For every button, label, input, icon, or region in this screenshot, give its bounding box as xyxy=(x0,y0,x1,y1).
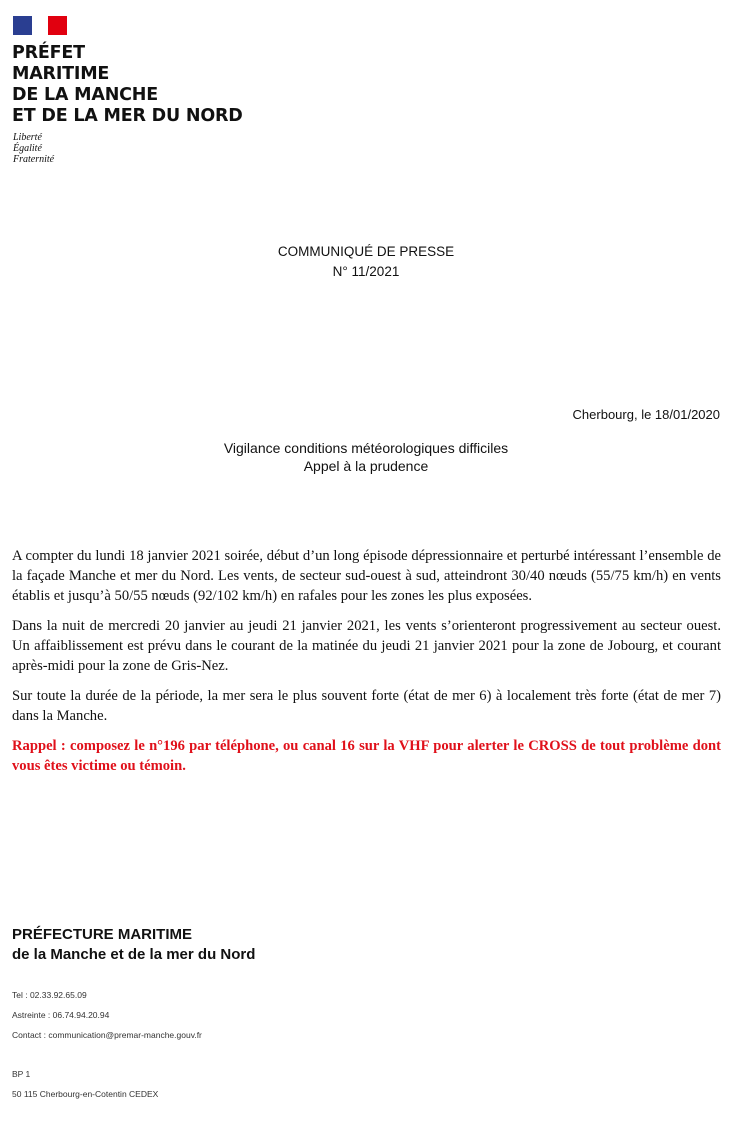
motto-line: Fraternité xyxy=(13,154,55,165)
press-body xyxy=(12,546,721,786)
contact-email[interactable]: Contact : communication@premar-manche.gouv.fr xyxy=(12,1030,202,1040)
motto-line: Liberté xyxy=(13,132,42,143)
paragraph: Sur toute la durée de la période, la mer sera le plus souvent forte (état de mer 6) à localement très forte (état de mer 7) dans la Manche. xyxy=(12,688,721,724)
logo-line: PRÉFET xyxy=(12,43,85,63)
reminder: Rappel : composez le n°196 par téléphone, ou canal 16 sur la VHF pour alerter le CROSS de tout problème dont vous êtes victime ou témoin. xyxy=(12,738,721,774)
postal-box: BP 1 xyxy=(12,1069,31,1079)
press-number: N° 11/2021 xyxy=(332,264,400,279)
paragraph: Dans la nuit de mercredi 20 janvier au jeudi 21 janvier 2021, les vents s’orienteront progressivement au secteur ouest. Un affaiblissement est prévu dans le courant de la matinée du jeudi 21 janvier 2021 pour la zone de Jobourg, et courant après-midi pour la zone de Gris-Nez. xyxy=(12,618,721,674)
subject-line1: Vigilance conditions météorologiques difficiles xyxy=(223,440,509,456)
logo-title xyxy=(12,43,243,127)
marianne-flag-logo xyxy=(13,16,67,35)
tel: Tel : 02.33.92.65.09 xyxy=(12,990,87,1000)
date-line: Cherbourg, le 18/01/2020 xyxy=(572,407,720,422)
press-label: COMMUNIQUÉ DE PRESSE xyxy=(277,244,455,259)
logo-line: MARITIME xyxy=(12,64,110,84)
motto-line: Égalité xyxy=(13,143,42,154)
paragraph: A compter du lundi 18 janvier 2021 soirée, début d’un long épisode dépressionnaire et perturbé intéressant l’ensemble de la façade Manche et mer du Nord. Les vents, de secteur sud-ouest à sud, atteindront 30/40 nœuds (55/75 km/h) en vents établis et jusqu’à 50/55 nœuds (92/102 km/h) en rafales pour les zones les plus exposées. xyxy=(12,548,721,604)
subject-line2: Appel à la prudence xyxy=(303,458,429,474)
footer-title xyxy=(12,925,255,965)
logo-line: DE LA MANCHE xyxy=(12,85,159,105)
logo-line: ET DE LA MER DU NORD xyxy=(12,106,243,126)
postal-address: 50 115 Cherbourg-en-Cotentin CEDEX xyxy=(12,1089,159,1099)
astreinte: Astreinte : 06.74.94.20.94 xyxy=(12,1010,110,1020)
motto xyxy=(13,132,54,165)
footer-title-line2: de la Manche et de la mer du Nord xyxy=(12,946,256,963)
footer-title-line1: PRÉFECTURE MARITIME xyxy=(12,926,192,943)
